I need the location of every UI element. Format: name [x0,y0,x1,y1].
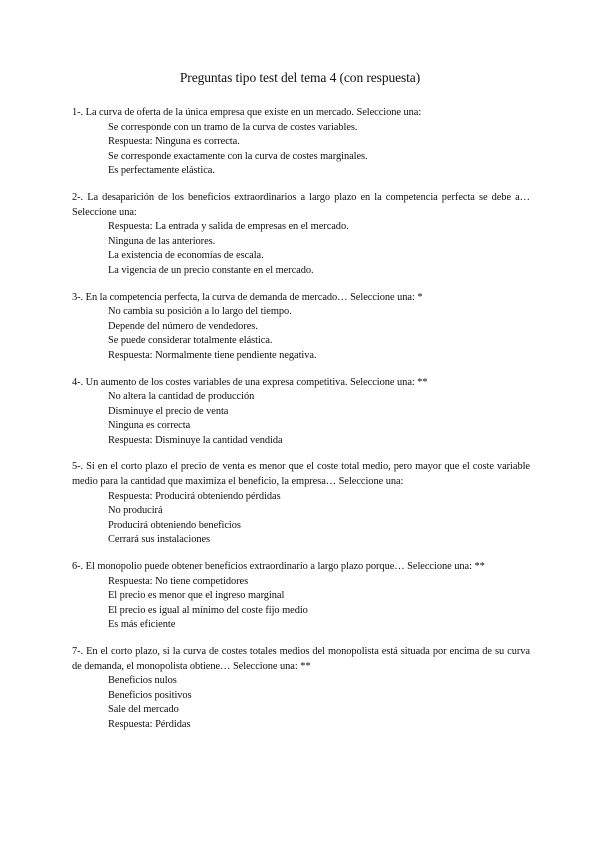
question-1 [72,106,530,179]
answer-option: La vigencia de un precio constante en el mercado. [108,264,314,276]
answer-options [72,220,530,278]
answer-option: Producirá obteniendo beneficios [108,519,241,531]
question-3 [72,291,530,364]
question-6 [72,560,530,633]
answer-option: Cerrará sus instalaciones [108,534,211,546]
answer-option: Sale del mercado [108,704,179,716]
answer-option: Es perfectamente elástica. [108,165,215,177]
answer-option: Disminuye el precio de venta [108,405,229,417]
answer-option: Respuesta: Pérdidas [108,718,191,730]
question-stem: 3-. En la competencia perfecta, la curva de demanda de mercado… Seleccione una: * [72,291,423,303]
answer-option: No altera la cantidad de producción [108,391,255,403]
answer-option: Respuesta: Normalmente tiene pendiente negativa. [108,349,317,361]
answer-option: Respuesta: Disminuye la cantidad vendida [108,434,283,446]
answer-option: Es más eficiente [108,619,176,631]
answer-options [72,575,530,633]
answer-options [72,490,530,548]
question-list [72,106,530,745]
answer-option: Se corresponde con un tramo de la curva de costes variables. [108,121,358,133]
answer-options [72,305,530,363]
answer-option: El precio es menor que el ingreso marginal [108,590,285,602]
page-title: Preguntas tipo test del tema 4 (con respuesta) [179,70,421,85]
question-stem: 7-. En el corto plazo, si la curva de costes totales medios del monopolista está situada por encima de su curva de demanda, el monopolista obtiene… Seleccione una: ** [72,646,530,672]
question-stem: 2-. La desaparición de los beneficios extraordinarios a largo plazo en la competencia perfecta se debe a… Seleccione una: [72,191,530,218]
question-stem: 1-. La curva de oferta de la única empresa que existe en un mercado. Seleccione una: [72,107,422,118]
question-4 [72,376,530,449]
answer-option: No producirá [108,505,163,517]
question-stem: 5-. Si en el corto plazo el precio de venta es menor que el coste total medio, pero mayor que el coste variable medio para la cantidad que maximiza el beneficio, la empresa… Seleccione una: [72,461,530,488]
answer-option: Ninguna de las anteriores. [108,235,216,247]
answer-option: Se corresponde exactamente con la curva de costes marginales. [108,150,368,162]
question-7 [72,645,530,733]
answer-option: Beneficios nulos [108,675,177,687]
answer-options [72,121,530,179]
answer-option: Ninguna es correcta [108,420,191,432]
question-2 [72,191,530,279]
answer-option: Respuesta: No tiene competidores [108,575,249,587]
answer-option: Respuesta: Ninguna es correcta. [108,136,240,148]
answer-option: No cambia su posición a lo largo del tiempo. [108,306,292,318]
question-stem: 6-. El monopolio puede obtener beneficios extraordinario a largo plazo porque… Seleccione una: ** [72,561,485,573]
answer-option: El precio es igual al mínimo del coste fijo medio [108,604,308,616]
answer-option: Respuesta: Producirá obteniendo pérdidas [108,490,281,502]
answer-option: Beneficios positivos [108,689,192,701]
answer-options [72,390,530,448]
answer-option: Respuesta: La entrada y salida de empresas en el mercado. [108,221,349,233]
answer-option: Se puede considerar totalmente elástica. [108,335,273,347]
answer-option: Depende del número de vendedores. [108,320,258,332]
question-stem: 4-. Un aumento de los costes variables de una expresa competitiva. Seleccione una: ** [72,376,428,388]
answer-option: La existencia de economías de escala. [108,250,264,262]
answer-options [72,674,530,732]
question-5 [72,460,530,548]
